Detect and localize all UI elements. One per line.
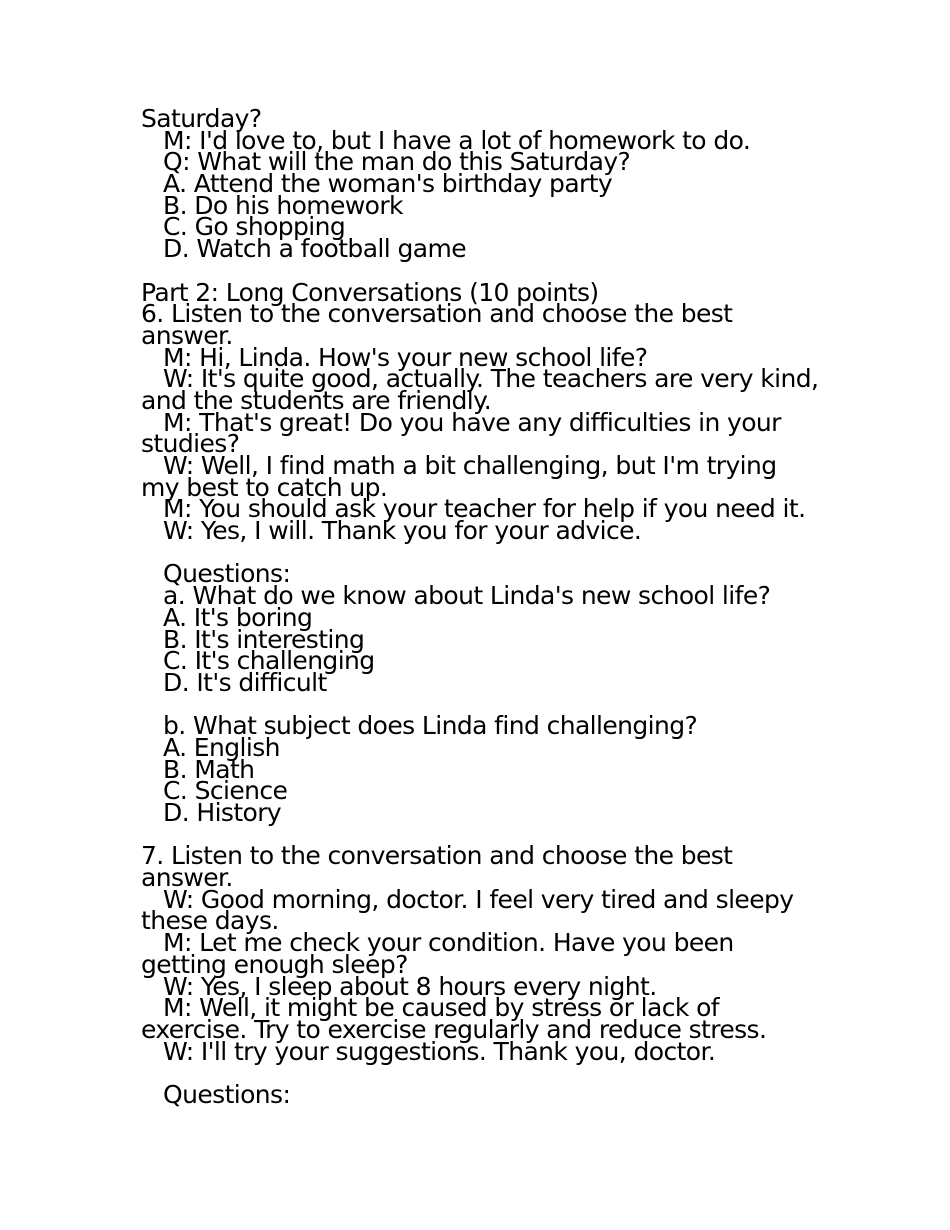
- text-line: C. Go shopping: [141, 212, 346, 242]
- text-line: answer.: [141, 320, 233, 350]
- text-line: Questions:: [141, 1079, 291, 1109]
- text-line: W: Well, I find math a bit challenging, but I'm trying: [141, 451, 777, 480]
- text-line: 6. Listen to the conversation and choose the best: [141, 299, 733, 329]
- text-line: D. Watch a football game: [141, 234, 466, 264]
- text-line: these days.: [141, 906, 279, 936]
- text-line: D. It's difficult: [141, 667, 327, 697]
- text-line: B. Math: [141, 754, 255, 784]
- text-line: M: You should ask your teacher for help if you need it.: [141, 494, 806, 524]
- text-line: exercise. Try to exercise regularly and reduce stress.: [141, 1014, 767, 1044]
- text-line: my best to catch up.: [141, 472, 388, 502]
- text-line: and the students are friendly.: [141, 385, 492, 415]
- text-line: W: Good morning, doctor. I feel very tired and sleepy: [141, 884, 794, 914]
- text-line: C. Science: [141, 776, 288, 806]
- text-line: Q: What will the man do this Saturday?: [141, 147, 631, 177]
- text-line: C. It's challenging: [141, 646, 375, 676]
- text-line: b. What subject does Linda find challenging?: [141, 711, 698, 741]
- text-line: W: It's quite good, actually. The teachers are very kind,: [141, 364, 819, 394]
- text-line: Saturday?: [141, 104, 262, 133]
- document-page: [141, 104, 831, 1109]
- text-line: getting enough sleep?: [141, 949, 408, 979]
- text-line: B. It's interesting: [141, 624, 365, 654]
- section-heading: Part 2: Long Conversations (10 points): [141, 277, 599, 307]
- text-line: studies?: [141, 429, 240, 459]
- text-line: 7. Listen to the conversation and choose the best: [141, 841, 733, 871]
- text-line: D. History: [141, 798, 282, 827]
- text-line: A. It's boring: [141, 602, 313, 632]
- text-line: W: Yes, I sleep about 8 hours every night.: [141, 971, 657, 1001]
- text-line: A. Attend the woman's birthday party: [141, 169, 613, 199]
- text-line: M: Hi, Linda. How's your new school life?: [141, 342, 648, 372]
- text-line: B. Do his homework: [141, 190, 403, 220]
- text-line: a. What do we know about Linda's new school life?: [141, 581, 771, 611]
- text-line: Questions:: [141, 559, 291, 589]
- text-line: M: Let me check your condition. Have you been: [141, 928, 734, 958]
- text-line: M: Well, it might be caused by stress or lack of: [141, 993, 719, 1023]
- text-line: answer.: [141, 863, 233, 893]
- text-line: M: I'd love to, but I have a lot of homework to do.: [141, 125, 751, 155]
- text-line: A. English: [141, 732, 280, 762]
- text-line: W: Yes, I will. Thank you for your advice.: [141, 516, 642, 546]
- text-line: W: I'll try your suggestions. Thank you, doctor.: [141, 1036, 716, 1066]
- text-line: M: That's great! Do you have any difficulties in your: [141, 407, 781, 437]
